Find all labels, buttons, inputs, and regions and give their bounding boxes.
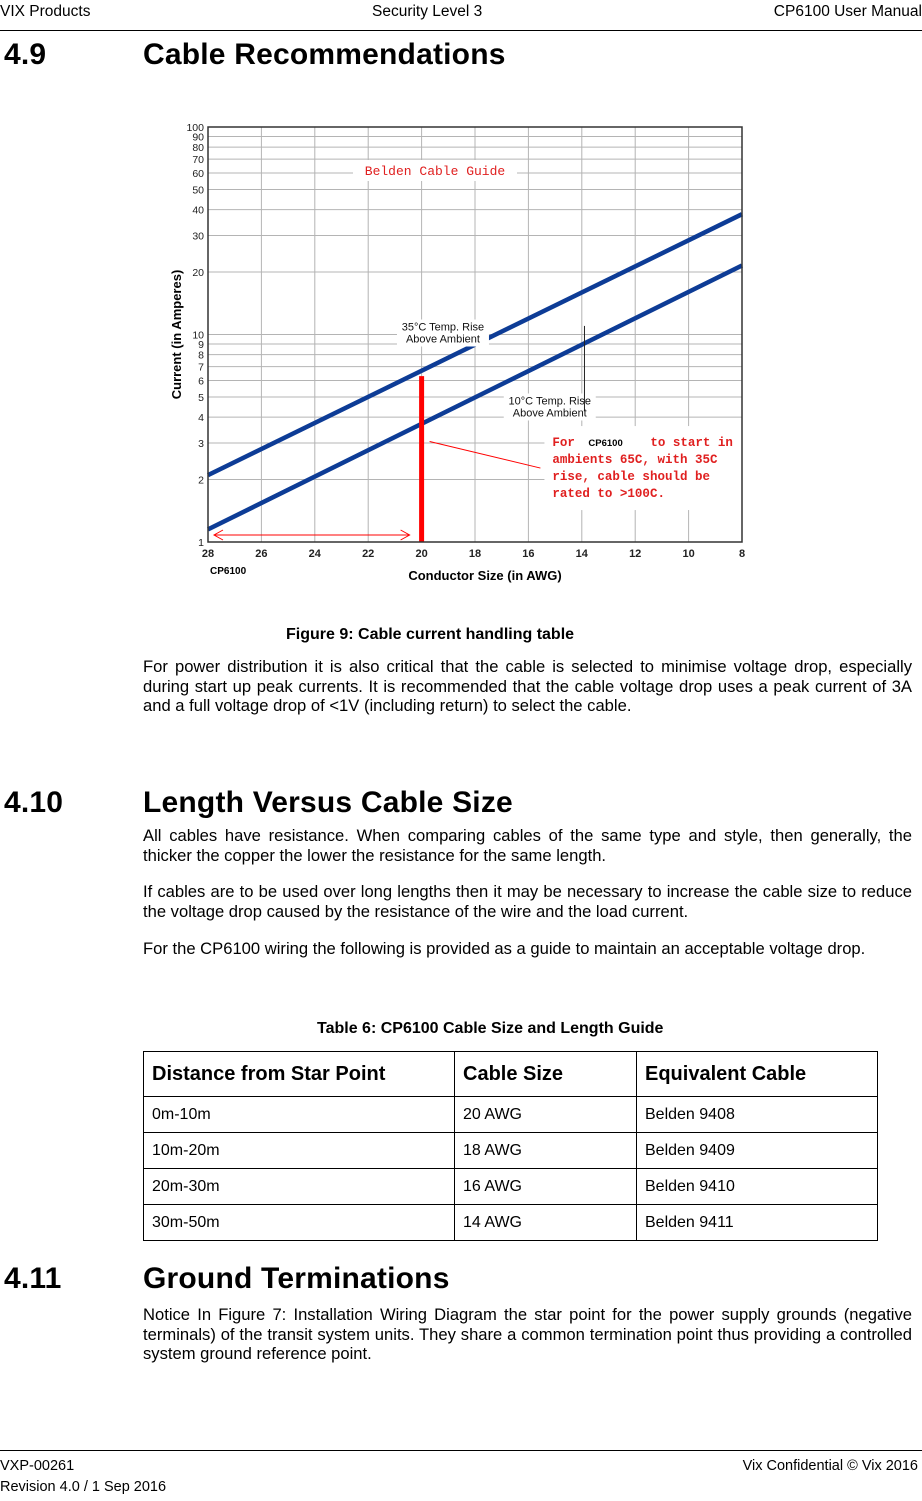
series-label-35: 35°C Temp. Rise: [401, 321, 485, 334]
x-tick-label: 22: [362, 548, 375, 560]
y-tick-label: 2: [198, 474, 204, 487]
x-tick-label: 26: [255, 548, 268, 560]
table-caption: Table 6: CP6100 Cable Size and Length Guide: [317, 1020, 664, 1037]
note-line: rise, cable should be: [552, 470, 710, 485]
table-row: [144, 1205, 878, 1241]
y-tick-label: 100: [186, 122, 204, 134]
table-cell: Belden 9409: [637, 1133, 878, 1169]
cable-current-chart: [150, 112, 750, 592]
y-tick-label: 7: [198, 361, 204, 374]
x-tick-label: 28: [201, 548, 215, 560]
table-cell: 20 AWG: [455, 1097, 637, 1133]
x-tick-label: 10: [682, 548, 695, 560]
footer-doc-id: VXP-00261: [0, 1458, 75, 1474]
header-company: VIX Products: [0, 3, 91, 20]
y-tick-label: 60: [192, 168, 204, 181]
table-cell: Belden 9408: [637, 1097, 878, 1133]
section-title: Ground Terminations: [143, 1262, 450, 1295]
paragraph-power-distribution: For power distribution it is also critical that the cable is selected to minimise voltage drop, especially during start up peak currents. It is recommended that the cable voltage drop uses a peak current of 3A and a full voltage drop of <1V (including return) to select the cable.: [143, 657, 912, 715]
table-cell: 18 AWG: [455, 1133, 637, 1169]
table-header-row: [144, 1052, 878, 1097]
y-tick-label: 3: [198, 437, 204, 450]
y-tick-label: 80: [192, 142, 204, 155]
column-header: Cable Size: [455, 1052, 637, 1097]
series-label-35: Above Ambient: [405, 333, 480, 346]
y-tick-label: 6: [198, 375, 204, 388]
paragraph-resistance: All cables have resistance. When comparing cables of the same type and style, then generally, the thicker the copper the lower the resistance for the same length.: [143, 826, 912, 865]
table-cell: Belden 9411: [637, 1205, 878, 1241]
series-label-10: 10°C Temp. Rise: [508, 395, 591, 408]
note-line: ambients 65C, with 35C: [552, 453, 718, 468]
note-line: to start in: [650, 436, 733, 451]
y-tick-label: 90: [192, 131, 204, 144]
table-cell: 16 AWG: [455, 1169, 637, 1205]
cable-size-table: [143, 1051, 878, 1241]
paragraph-long-lengths: If cables are to be used over long lengths then it may be necessary to increase the cable size to reduce the voltage drop caused by the resistance of the wire and the load current.: [143, 882, 912, 921]
note-line: For: [552, 436, 575, 451]
table-cell: Belden 9410: [637, 1169, 878, 1205]
y-tick-label: 40: [192, 204, 204, 217]
x-tick-label: 12: [629, 548, 642, 560]
y-tick-label: 5: [198, 391, 204, 404]
section-number: 4.11: [4, 1262, 62, 1295]
section-number: 4.10: [4, 786, 64, 819]
y-tick-label: 9: [198, 338, 204, 351]
column-header: Equivalent Cable: [637, 1052, 878, 1097]
table-cell: 20m-30m: [144, 1169, 455, 1205]
x-tick-label: 14: [575, 548, 588, 560]
series-label-10: Above Ambient: [512, 407, 587, 420]
x-tick-label: 24: [308, 548, 321, 560]
y-axis-label: Current (in Amperes): [169, 269, 184, 400]
table-cell: 30m-50m: [144, 1205, 455, 1241]
y-tick-label: 8: [198, 349, 204, 362]
page-footer: [0, 1450, 922, 1495]
note-product: CP6100: [588, 438, 623, 450]
chart-background: [150, 112, 750, 592]
y-tick-label: 30: [192, 230, 204, 243]
footer-confidential: Vix Confidential © Vix 2016: [742, 1458, 918, 1474]
footer-revision: Revision 4.0 / 1 Sep 2016: [0, 1479, 167, 1495]
page-header: [0, 0, 922, 31]
y-tick-label: 4: [198, 412, 204, 425]
section-title: Length Versus Cable Size: [143, 786, 513, 819]
x-axis-label: Conductor Size (in AWG): [408, 568, 562, 583]
figure-caption: Figure 9: Cable current handling table: [286, 626, 575, 643]
table-cell: 14 AWG: [455, 1205, 637, 1241]
y-tick-label: 10: [192, 329, 204, 342]
cp6100-axis-label: CP6100: [210, 566, 247, 577]
paragraph-cp6100-guide: For the CP6100 wiring the following is provided as a guide to maintain an acceptable voltage drop.: [143, 939, 866, 958]
table-row: [144, 1097, 878, 1133]
column-header: Distance from Star Point: [144, 1052, 455, 1097]
x-tick-label: 16: [522, 548, 535, 560]
x-tick-label: 20: [415, 548, 428, 560]
table-row: [144, 1169, 878, 1205]
x-tick-label: 8: [738, 548, 746, 560]
y-tick-label: 1: [198, 537, 204, 549]
y-tick-label: 70: [192, 154, 204, 167]
paragraph-ground-terminations: Notice In Figure 7: Installation Wiring Diagram the star point for the power supply grounds (negative terminals) of the transit system units. They share a common termination point thus providing a controlled system ground reference point.: [143, 1305, 912, 1363]
table-cell: 0m-10m: [144, 1097, 455, 1133]
note-line: rated to >100C.: [552, 487, 665, 502]
header-security-level: Security Level 3: [372, 3, 483, 20]
section-number: 4.9: [4, 38, 47, 71]
y-tick-label: 50: [192, 184, 204, 197]
x-tick-label: 18: [468, 548, 482, 560]
table-cell: 10m-20m: [144, 1133, 455, 1169]
section-title: Cable Recommendations: [143, 38, 506, 71]
y-tick-label: 20: [192, 267, 204, 280]
chart-title: Belden Cable Guide: [364, 164, 506, 179]
table-row: [144, 1133, 878, 1169]
header-manual-title: CP6100 User Manual: [773, 3, 922, 20]
